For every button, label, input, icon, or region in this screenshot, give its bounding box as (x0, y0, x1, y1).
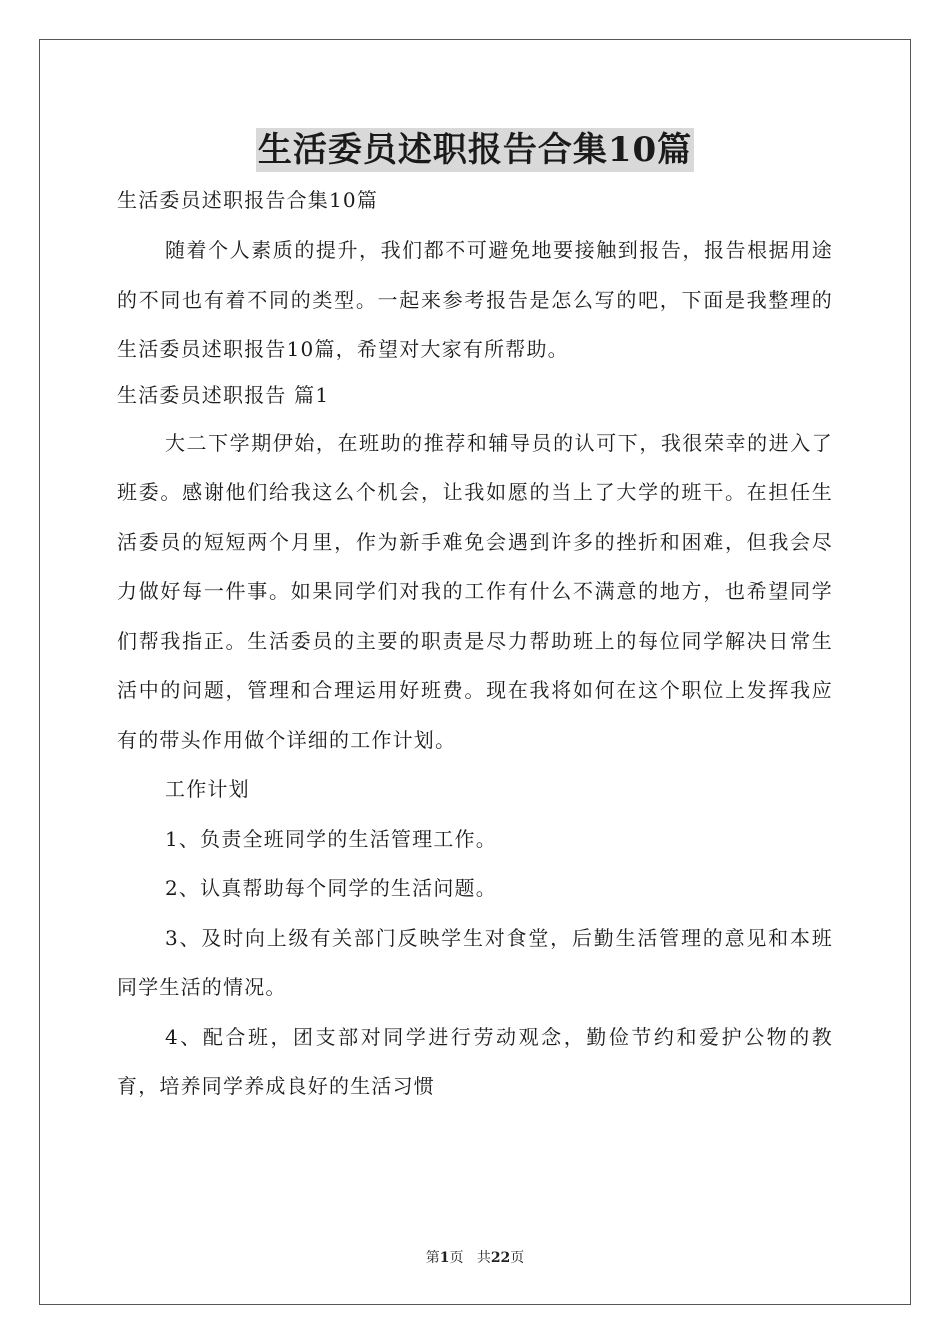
footer-page-word: 页 (449, 1250, 464, 1266)
document-body (117, 180, 833, 1112)
footer-total-prefix: 共 (476, 1250, 491, 1266)
plan-item: 1、负责全班同学的生活管理工作。 (165, 826, 497, 851)
footer-total-pages: 22 (490, 1250, 511, 1266)
section-heading: 生活委员述职报告 篇1 (117, 382, 330, 407)
intro-paragraph: 随着个人素质的提升，我们都不可避免地要接触到报告，报告根据用途的不同也有着不同的类型。一起来参考报告是怎么写的吧，下面是我整理的生活委员述职报告10篇，希望对大家有所帮助。 (117, 238, 833, 361)
plan-item: 3、及时向上级有关部门反映学生对食堂，后勤生活管理的意见和本班同学生活的情况。 (117, 925, 833, 999)
footer-prefix: 第 (425, 1250, 440, 1266)
document-title: 生活委员述职报告合集10篇 (257, 130, 693, 170)
plan-heading: 工作计划 (165, 777, 250, 801)
title-container (0, 128, 950, 172)
plan-item: 4、配合班，团支部对同学进行劳动观念，勤俭节约和爱护公物的教育，培养同学养成良好的生活习惯 (117, 1024, 833, 1098)
document-subtitle: 生活委员述职报告合集10篇 (117, 188, 379, 212)
body-paragraph: 大二下学期伊始，在班助的推荐和辅导员的认可下，我很荣幸的进入了班委。感谢他们给我这么个机会，让我如愿的当上了大学的班干。在担任生活委员的短短两个月里，作为新手难免会遇到许多的挫折和困难，但我会尽力做好每一件事。如果同学们对我的工作有什么不满意的地方，也希望同学们帮我指正。生活委员的主要的职责是尽力帮助班上的每位同学解决日常生活中的问题，管理和合理运用好班费。现在我将如何在这个职位上发挥我应有的带头作用做个详细的工作计划。 (117, 430, 833, 752)
page-footer (0, 1247, 950, 1267)
footer-total-suffix: 页 (510, 1250, 525, 1266)
footer-current-page: 1 (439, 1250, 450, 1266)
plan-item: 2、认真帮助每个同学的生活问题。 (165, 876, 497, 900)
